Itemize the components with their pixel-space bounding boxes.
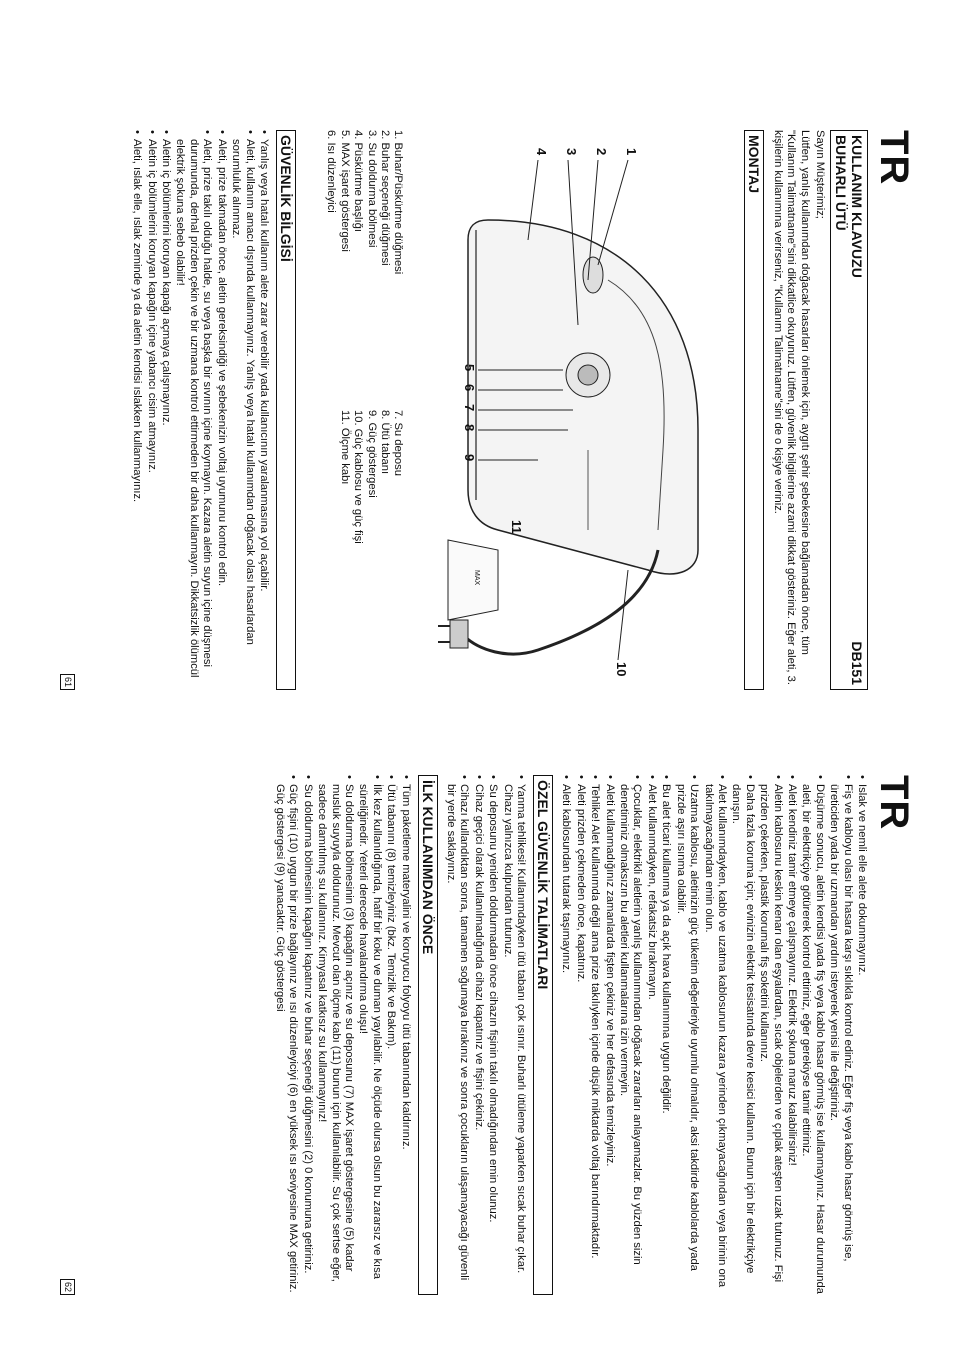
list-item: • Alet kullanımdayken, kablo ve uzatma kablosunun kazara yerinden çıkmayacağından veya birinin ona takılmayacağından emin olun. [701, 775, 728, 1295]
part-1: 1. Buhar/Püskürtme düğmesi [392, 130, 405, 275]
iron-illustration [408, 130, 738, 690]
parts-column-right [324, 410, 404, 690]
callout-7: 7 [462, 404, 478, 412]
callout-8: 8 [462, 424, 478, 432]
list-item: • Aleti prizden çekmeden önce, kapatınız. [573, 775, 586, 1295]
part-10: 10. Güç kablosu ve güç fişi [352, 410, 365, 544]
callout-3: 3 [564, 148, 580, 156]
intro-paragraph: Lütfen, yanlış kullanımdan doğacak hasarları önlemek için, aygıtı şehir şebekesine bağlamadan önce, tüm "Kullanım Talimatname"sini dikkatlice okuyunuz. Lütfen, güvenlik bilgilerine azami dikkat gösteriniz. Eğer aleti, 3. kişilerin kullanımına verirseniz, "Kullanım Talimatname"sini de o kişiye veriniz. [771, 130, 811, 685]
list-item: • Aleti, ıslak elle, ıslak zeminde ya da aletin kendisi ıslakken kullanmayınız. [130, 130, 143, 690]
guvenlik-heading: GÜVENLİK BİLGİSİ [276, 130, 296, 690]
title-box [830, 130, 868, 690]
list-item: • Su doldurma bölmesinin (3) kapağını açınız ve su deposunu (7) MAX işaret göstergesine (5) kadar musluk suyuyla doldurunuz. Mevcut olan ölçme kabı (11) bunun için kullanılabilir. Su çok sertse eğer, sadece damıtılmış su kullanınız. Kimyasal katkısız su kullanmayınız! [315, 775, 355, 1295]
product-title: BUHARLI ÜTÜ [833, 135, 849, 231]
callout-1: 1 [624, 148, 640, 156]
page-number: 62 [60, 1279, 75, 1295]
greeting: Sayın Müşterimiz; [814, 130, 826, 219]
list-item: • Düşürme sonucu, aletin kendisi yada fiş veya kablo hasar görmüş ise kullanmayınız. Hasar durumunda aleti, bir elektrikçiye götürerek kontrol ettiriniz, eğer gerekiyse tamir ettiriniz. [799, 775, 826, 1295]
cup-max-label: MAX [473, 570, 481, 586]
list-item: • Aleti kullanmadığınız zamanlarda fişten çekiniz ve her defasında temizleyiniz. [602, 775, 615, 1295]
callout-2: 2 [594, 148, 610, 156]
list-item: • Aleti, prize takmadan önce, aletin gereksindiği ve şebekenizin voltaj uyumunu kontrol edin. [214, 130, 227, 690]
ozel-heading: ÖZEL GÜVENLİK TALİMATLARI [533, 775, 553, 1295]
callout-6: 6 [462, 384, 478, 392]
left-page [54, 130, 914, 690]
list-item: • Bu alet ticari kullanıma ya da açık hava kullanımına uygun değildir. [659, 775, 672, 1295]
part-11: 11. Ölçme kabı [338, 410, 351, 485]
list-item: • Tüm paketleme materyalini ve koruyucu folyoyu ütü tabanından kaldırınız. [398, 775, 411, 1295]
right-page [54, 775, 914, 1295]
list-item: • Islak ve nemli elle alete dokunmayınız. [855, 775, 868, 1295]
list-item: • Yanlış veya hatalı kullanım alete zarar verebilir yada kullanıcının yaralanmasına yol açabilir. [257, 130, 270, 690]
callout-10: 10 [614, 662, 630, 677]
part-3: 3. Su doldurma bölmesi [365, 130, 378, 248]
manual-title: KULLANIM KLAVUZU [849, 135, 865, 278]
language-heading: TR [872, 130, 916, 186]
list-item: • Güç fişini (10) uygun bir prize bağlayınız ve ısı düzenleyiciyi (6) en yüksek ısı seviyesine MAX getiriniz. Güç göstergesi (9) yanacaktır. Güç göstergesi [273, 775, 300, 1295]
safety-continued-list [559, 775, 868, 1295]
list-item: • Ütü tabanını (8) temizleyiniz (bkz. Temizlik ve Bakım). [384, 775, 397, 1295]
title-block [833, 135, 865, 278]
part-7: 7. Su deposu [392, 410, 405, 476]
list-item: • Tehlike! Alet kullanımda değil ama prize takılıyken içinde düşük miktarda voltaj barındırmaktadır. [588, 775, 601, 1295]
list-item: • Çocuklar, elektrikli aletlerin yanlış kullanımından doğacak zararları anlayamazlar. Bu yüzden sizin denetiminiz olmaksızın bu aletleri kullanmalarına izin vermeyin. [617, 775, 644, 1295]
callout-4: 4 [534, 148, 550, 156]
part-2: 2. Buhar seçeneği düğmesi [378, 130, 391, 266]
model-number: DB151 [849, 641, 865, 685]
list-item: • Uzatma kablosu, aletinizin güç tüketim değerleriyle uyumlu olmalıdır, aksi takdirde kablolarda yada prizde aşırı ısınma olabilir. [673, 775, 700, 1295]
list-item: • Daha fazla koruma için; evinizin elektrik tesisatında devre kesici kullanın. Bunun için bir elektrikçiye danışın. [729, 775, 756, 1295]
ozel-list [444, 775, 527, 1295]
list-item: • Aletin iç bölümlerini koruyan kapağı açmaya çalışmayınız. [159, 130, 172, 690]
part-6: 6. Isı düzenleyici [325, 130, 338, 213]
callout-11: 11 [509, 520, 525, 534]
callout-5: 5 [462, 364, 478, 372]
list-item: • Aletin iç bölümlerini koruyan kapağın içine yabancı cisim atmayınız. [144, 130, 157, 690]
list-item: • Fiş ve kabloyu olası bir hasara karşı sıklıkla kontrol ediniz. Eğer fiş veya kablo hasar görmüş ise, üreticiden yada bir uzmandan yardım isteyerek yenisi ile değiştiriniz. [827, 775, 854, 1295]
list-item: • Cihaz geçici olarak kullanılmadığında cihazı kapatınız ve fişini çekiniz. [471, 775, 484, 1295]
list-item: • Su doldurma bölmesinin kapağını kapatınız ve buhar seçeneği düğmesini (2) 0 konumuna getiriniz. [300, 775, 313, 1295]
list-item: • Aleti, prize takılı olduğu halde, su veya başka bir sıvının içine koymayın. Kazara aletin suyun içine düşmesi durumunda, derhal prizden çekin ve bir uzmana kontrol ettirmeden bir daha kullanmayın. Dikkatsizlik ölümcül elektrik şokuna sebeb olabilir! [173, 130, 213, 690]
part-8: 8. Ütü tabanı [378, 410, 391, 475]
guvenlik-list [130, 130, 270, 690]
ilk-heading: İLK KULLANIMDAN ÖNCE [418, 775, 438, 1295]
montaj-heading: MONTAJ [744, 130, 764, 690]
list-item: • Yanma tehlikesi! Kullanımdayken ütü tabanı çok ısınır. Buharlı ütüleme yaparken sıcak buhar çıkar. Cihazı yalnızca kulpundan tutunuz. [500, 775, 527, 1295]
parts-column-left [324, 130, 404, 410]
part-4: 4. Püskürtme başlığı [352, 130, 365, 232]
part-5: 5. MAX işaret göstergesi [338, 130, 351, 252]
parts-list [324, 130, 404, 690]
list-item: • Aletin kablosunu keskin kenarı olan eşyalardan, sıcak objelerden ve çıplak ateşten uzak tutunuz. Fişi prizden çekerken, plastik korumalı fiş soketini kullanınız. [757, 775, 784, 1295]
list-item: • Aleti kablosundan tutarak taşımayınız. [559, 775, 572, 1295]
part-9: 9. Güç göstergesi [365, 410, 378, 498]
list-item: • İlk kez kullanıldığında, hafif bir koku ve duman yayılabilir. Ne ölçüde olursa olsun bu zararsız ve kısa süreliğinedir. Yeterli derecede havalandırma oluşu! [356, 775, 383, 1295]
list-item: • Alet kullanımdayken, refakatsiz bırakmayın. [645, 775, 658, 1295]
list-item: • Aleti, kullanım amacı dışında kullanmayınız. Yanlış veya hatalı kullanımdan doğacak olası hasarlardan sorumluluk alınmaz. [229, 130, 256, 690]
list-item: • Cihazı kullandıktan sonra, tamamen soğumaya bırakınız ve sonra çocukların ulaşamayacağı güvenli bir yerde saklayınız. [444, 775, 471, 1295]
list-item: • Aleti kendiniz tamir etmeye çalışmayınız. Elektrik şokuna maruz kalabilirsiniz! [785, 775, 798, 1295]
language-heading: TR [872, 775, 916, 831]
callout-9: 9 [462, 454, 478, 462]
list-item: • Su deposunu yeniden doldurmadan önce cihazın fişinin takılı olmadığından emin olunuz. [486, 775, 499, 1295]
ilk-list [273, 775, 412, 1295]
page-number: 61 [60, 674, 75, 690]
iron-diagram [408, 130, 738, 690]
